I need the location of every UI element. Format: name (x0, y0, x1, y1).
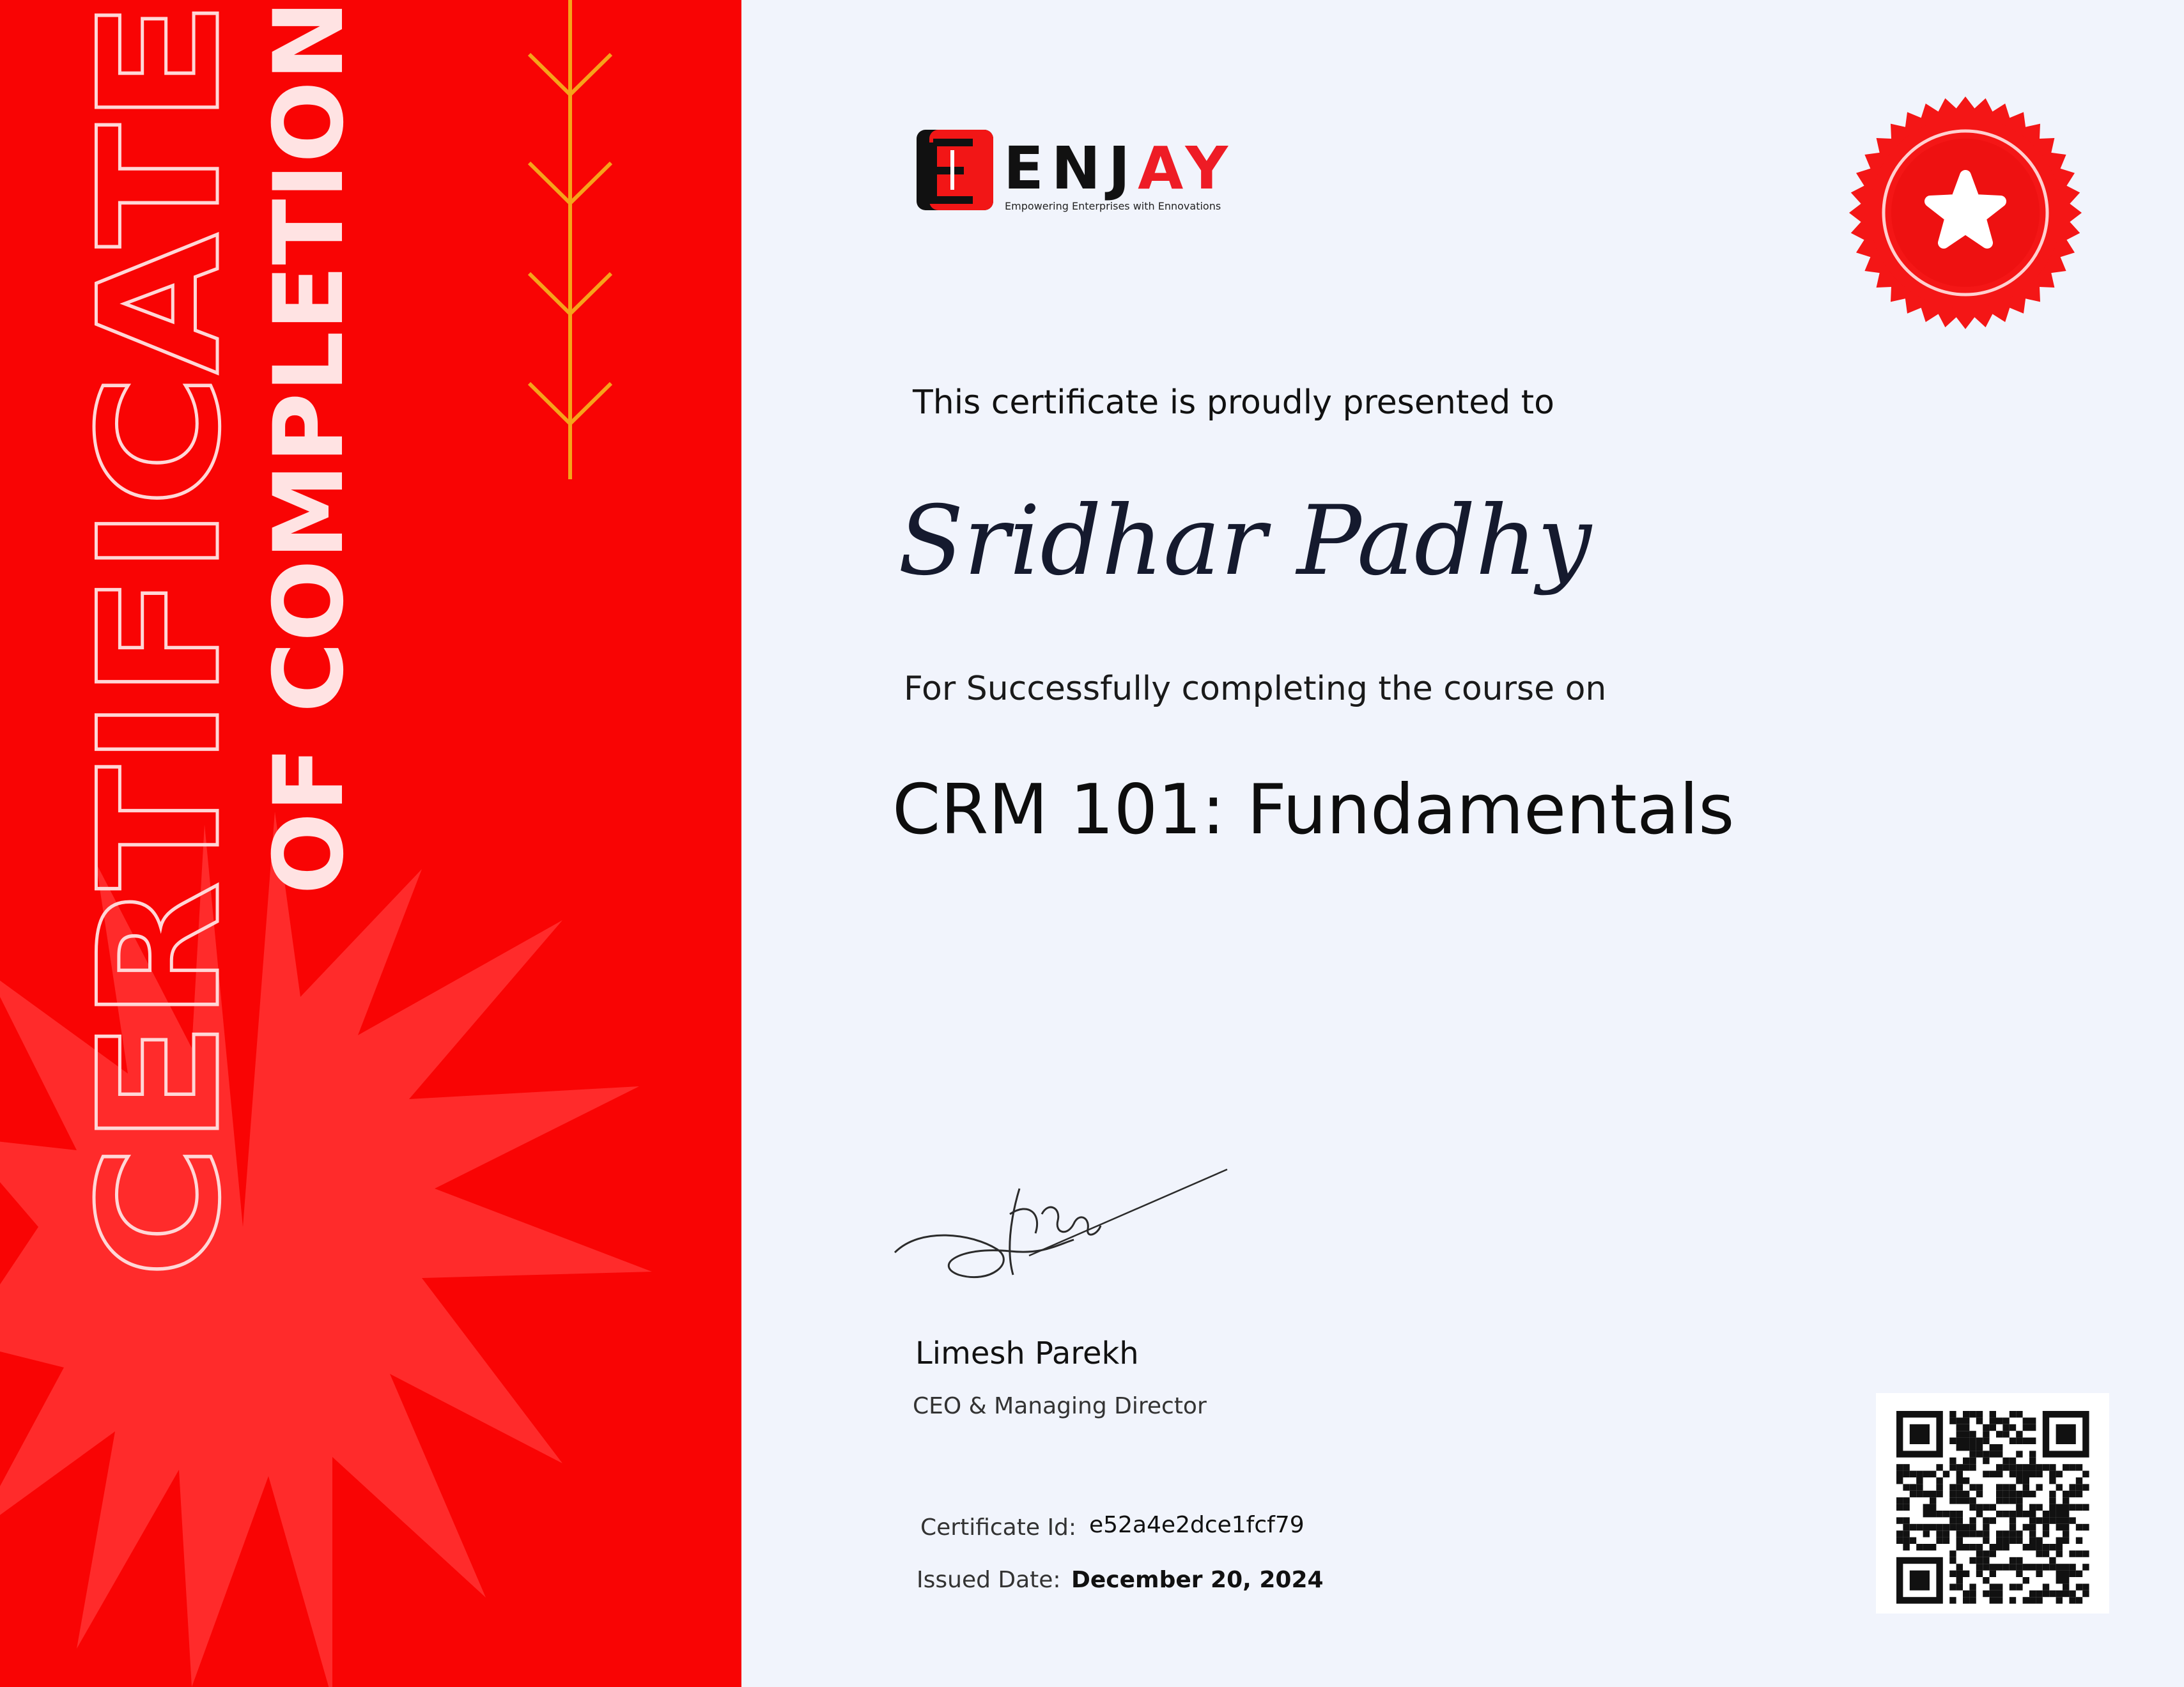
signatory-title: CEO & Managing Director (913, 1393, 1207, 1419)
logo-tagline: Empowering Enterprises with Ennovations (1005, 200, 1221, 212)
of-completion-title: OF COMPLETION (254, 7, 365, 895)
presented-to-text: This certificate is proudly presented to (913, 383, 1554, 422)
certificate-id-label: Certificate Id: (920, 1514, 1077, 1541)
recipient-name: Sridhar Padhy (898, 486, 1592, 597)
logo-text-dark: ENJ (1003, 134, 1138, 203)
issued-date-value: December 20, 2024 (1071, 1567, 1324, 1593)
banner-graphics (0, 0, 741, 1687)
issued-date-label: Issued Date: (917, 1567, 1061, 1593)
qr-code-icon (1876, 1393, 2109, 1614)
certificate-id-value: e52a4e2dce1fcf79 (1089, 1512, 1305, 1538)
signatory-name: Limesh Parekh (915, 1336, 1139, 1371)
course-name: CRM 101: Fundamentals (892, 770, 1735, 850)
course-intro-text: For Successfully completing the course on (904, 670, 1607, 708)
enjay-logo (914, 125, 1272, 220)
certificate-outline-title: CERTIFICATE (64, 107, 257, 1278)
star-badge-icon (1847, 95, 2084, 331)
logo-text-red: AY (1138, 134, 1236, 203)
signature-image (882, 1137, 1240, 1304)
arrow-chain-decoration (529, 0, 611, 479)
qr-code[interactable] (1876, 1393, 2109, 1614)
left-banner (0, 0, 741, 1687)
svg-text:ENJAY (1003, 134, 1235, 203)
